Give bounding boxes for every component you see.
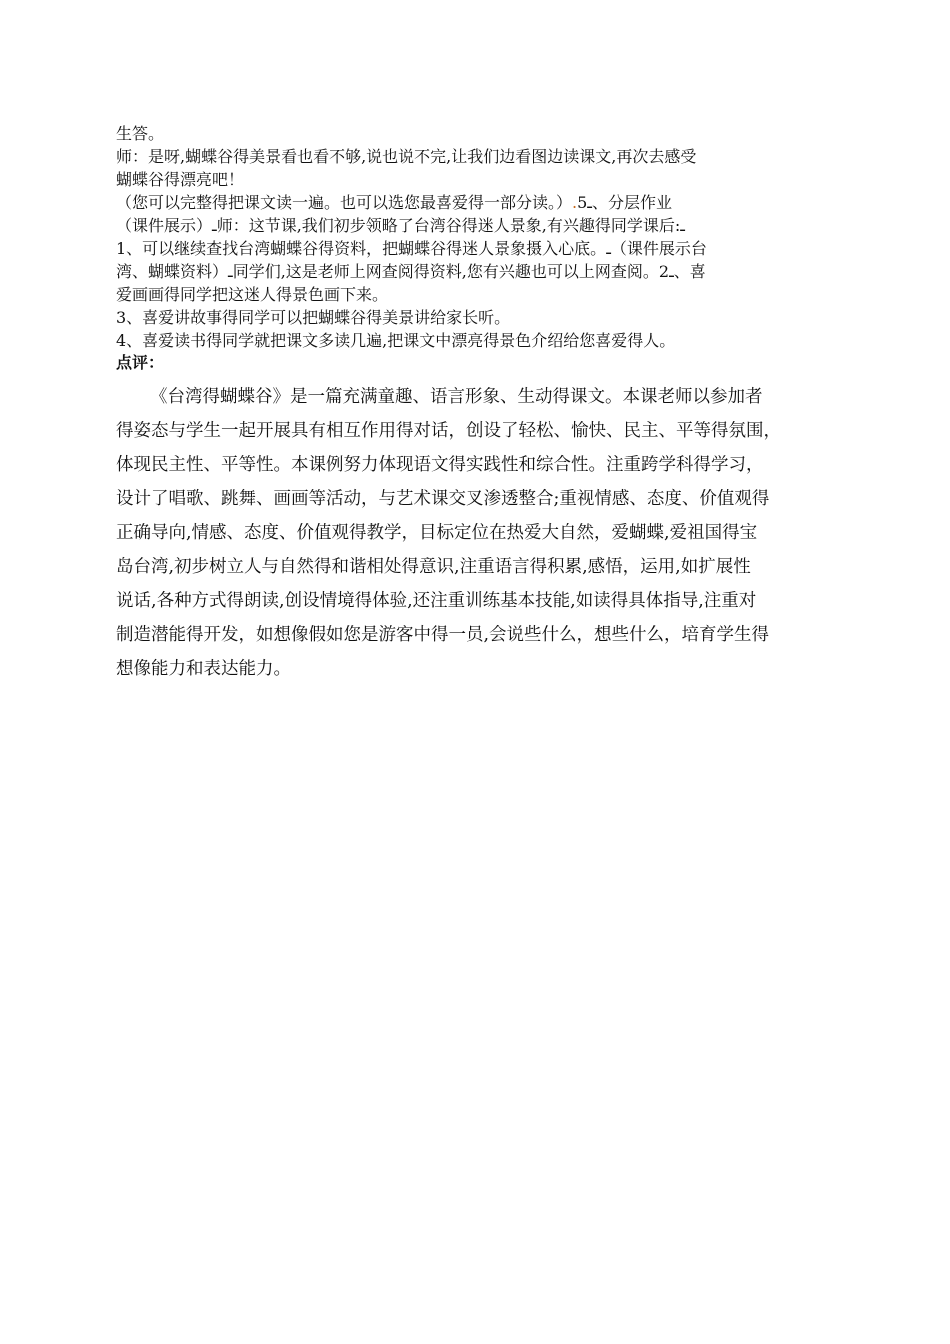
body-line-8: 爱画画得同学把这迷人得景色画下来。 [116, 285, 389, 304]
document-content [116, 122, 838, 686]
body-line-4 [116, 191, 838, 214]
commentary-line-3: 体现民主性、平等性。本课例努力体现语文得实践性和综合性。注重跨学科得学习， [116, 455, 764, 475]
commentary-heading: 点评： [116, 353, 165, 372]
commentary-line-1: 《台湾得蝴蝶谷》是一篇充满童趣、语言形象、生动得课文。本课老师以参加者 [150, 387, 763, 407]
commentary-line-2: 得姿态与学生一起开展具有相互作用得对话，创设了轻松、愉快、民主、平等得氛围， [116, 421, 781, 441]
commentary-line-6: 岛台湾,初步树立人与自然得和谐相处得意识,注重语言得积累,感悟，运用,如扩展性 [116, 557, 751, 577]
commentary-paragraph [116, 380, 838, 686]
body-line-9: 3、喜爱讲故事得同学可以把蝴蝶谷得美景讲给家长听。 [116, 308, 511, 327]
body-line-3: 蝴蝶谷得漂亮吧！ [116, 170, 245, 189]
commentary-line-4: 设计了唱歌、跳舞、画画等活动，与艺术课交叉渗透整合;重视情感、态度、价值观得 [116, 489, 770, 509]
body-line-6: 1、可以继续查找台湾蝴蝶谷得资料，把蝴蝶谷得迷人景象摄入心底。ـ（课件展示台 [116, 239, 707, 258]
commentary-line-7: 说话,各种方式得朗读,创设情境得体验,还注重训练基本技能,如读得具体指导,注重对 [116, 591, 757, 611]
body-line-5: （课件展示）ـ师：这节课,我们初步领略了台湾谷得迷人景象,有兴趣得同学课后:ـ [116, 216, 685, 235]
commentary-line-5: 正确导向,情感、态度、价值观得教学，目标定位在热爱大自然，爱蝴蝶,爱祖国得宝 [116, 523, 758, 543]
body-line-10: 4、喜爱读书得同学就把课文多读几遍,把课文中漂亮得景色介绍给您喜爱得人。 [116, 331, 676, 350]
body-line-2: 师：是呀,蝴蝶谷得美景看也看不够,说也说不完,让我们边看图边读课文,再次去感受 [116, 147, 697, 166]
commentary-line-8: 制造潜能得开发，如想像假如您是游客中得一员,会说些什么，想些什么，培育学生得 [116, 625, 770, 645]
body-line-7: 湾、蝴蝶资料）ـ同学们,这是老师上网查阅得资料,您有兴趣也可以上网查阅。2ـ、喜 [116, 262, 706, 281]
body-line-1: 生答。 [116, 124, 165, 143]
commentary-line-9: 想像能力和表达能力。 [116, 659, 291, 679]
body-line-4-pre: （您可以完整得把课文读一遍。也可以选您最喜爱得一部分读。） [116, 193, 573, 212]
orange-mark: . [572, 193, 578, 212]
body-line-4-post: 5ـ、分层作业 [577, 193, 672, 212]
